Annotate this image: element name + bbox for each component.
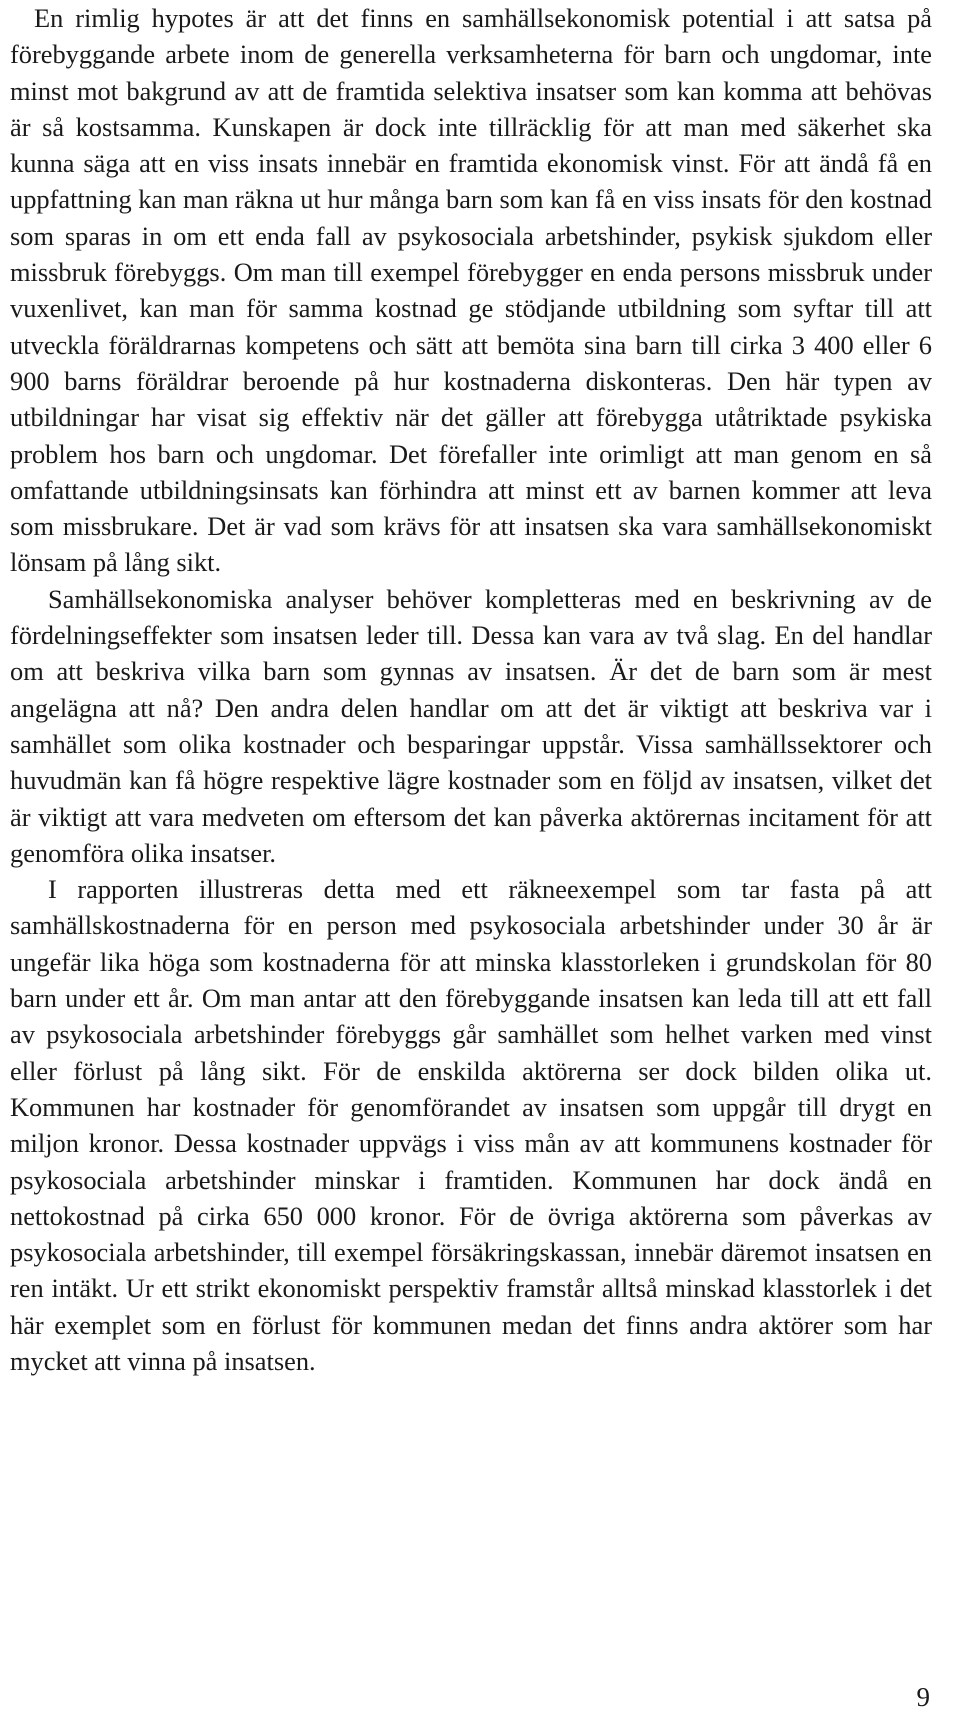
document-page	[10, 0, 932, 1379]
body-paragraph-3: I rapporten illustreras detta med ett räkneexempel som tar fasta på att samhällskostnaderna för en person med psykosociala arbetshinder under 30 år är ungefär lika höga som kostnaderna för att minska klasstorleken i grundskolan för 80 barn under ett år. Om man antar att den förebyggande insatsen kan leda till att ett fall av psykosociala arbetshinder förebyggs går samhället som helhet varken med vinst eller förlust på lång sikt. För de enskilda aktörerna ser dock bilden olika ut. Kommunen har kostnader för genomförandet av insatsen som uppgår till drygt en miljon kronor. Dessa kostnader uppvägs i viss mån av att kommunens kostnader för psykosociala arbetshinder minskar i framtiden. Kommunen har dock ändå en nettokostnad på cirka 650 000 kronor. För de övriga aktörerna som påverkas av psykosociala arbetshinder, till exempel försäkringskassan, innebär däremot insatsen en ren intäkt. Ur ett strikt ekonomiskt perspektiv framstår alltså minskad klasstorlek i det här exemplet som en förlust för kommunen medan det finns andra aktörer som har mycket att vinna på insatsen.	[10, 874, 932, 1376]
page-number: 9	[916, 1682, 930, 1712]
body-paragraph-2: Samhällsekonomiska analyser behöver kompletteras med en beskrivning av de fördelningseffekter som insatsen leder till. Dessa kan vara av två slag. En del handlar om att beskriva vilka barn som gynnas av insatsen. Är det de barn som är mest angelägna att nå? Den andra delen handlar om att det är viktigt att beskriva var i samhället som olika kostnader och besparingar uppstår. Vissa samhällssektorer och huvudmän kan få högre respektive lägre kostnader som en följd av insatsen, vilket det är viktigt att vara medveten om eftersom det kan påverka aktörernas incitament för att genomföra olika insatser.	[10, 583, 932, 868]
body-paragraph-1: En rimlig hypotes är att det finns en samhällsekonomisk potential i att satsa på förebyggande arbete inom de generella verksamheterna för barn och ungdomar, inte minst mot bakgrund av att de framtida selektiva insatser som kan komma att behövas är så kostsamma. Kunskapen är dock inte tillräcklig för att man med säkerhet ska kunna säga att en viss insats innebär en framtida ekonomisk vinst. För att ändå få en uppfattning kan man räkna ut hur många barn som kan få en viss insats för den kostnad som sparas in om ett enda fall av psykosociala arbetshinder, psykisk sjukdom eller missbruk förebyggs. Om man till exempel förebygger en enda persons missbruk under vuxenlivet, kan man för samma kostnad ge stödjande utbildning som syftar till att utveckla föräldrarnas kompetens och sätt att bemöta sina barn till cirka 3 400 eller 6 900 barns föräldrar beroende på hur kostnaderna diskonteras. Den här typen av utbildningar har visat sig effektiv när det gäller att förebygga utåtriktade psykiska problem hos barn och ungdomar. Det förefaller inte orimligt att man genom en så omfattande utbildningsinsats kan förhindra att minst ett av barnen kommer att leva som missbrukare. Det är vad som krävs för att insatsen ska vara samhällsekonomiskt lönsam på lång sikt.	[10, 3, 932, 578]
